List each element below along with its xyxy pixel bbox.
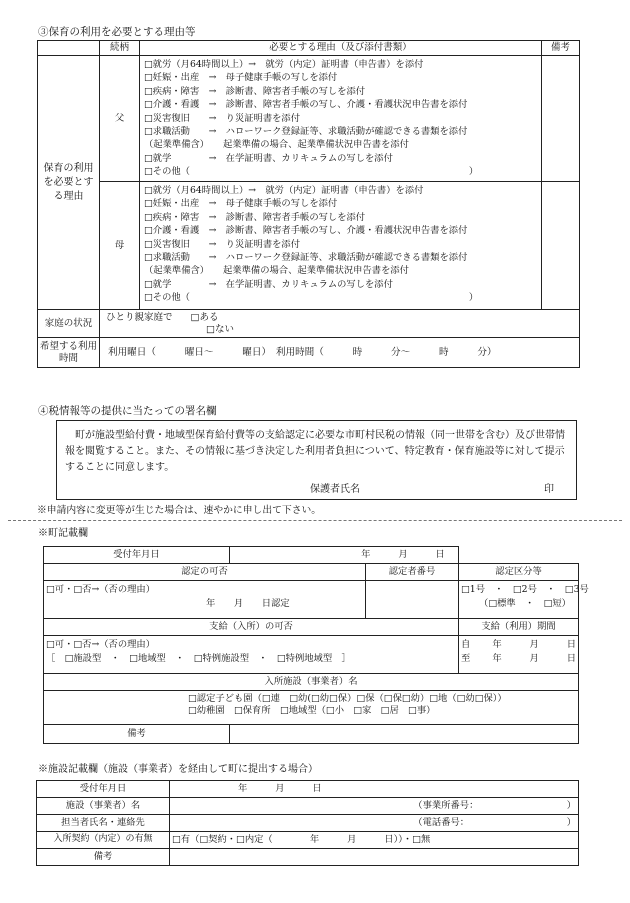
- town-received-label: 受付年月日: [44, 547, 230, 564]
- town-section-title: ※町記載欄: [38, 528, 88, 539]
- phone-number-field[interactable]: （電話番号： ）: [170, 815, 579, 832]
- town-received-spacer: [459, 547, 579, 564]
- approver-number-field[interactable]: [366, 581, 459, 619]
- reason-table: [37, 40, 580, 368]
- father-reasons: [140, 56, 542, 182]
- guardian-name-label: 保護者氏名: [310, 484, 360, 495]
- category-label: 認定区分等: [459, 564, 579, 581]
- father-remarks-cell[interactable]: [542, 56, 580, 182]
- mother-reasons: [140, 182, 542, 310]
- section4-title: ④税情報等の提供に当たっての署名欄: [38, 405, 217, 417]
- col-relation-header: 続柄: [100, 41, 140, 56]
- town-table: [43, 546, 589, 744]
- category-length-options: （□標準 ・ □短）: [479, 597, 571, 609]
- period-to-label: 至: [461, 652, 471, 664]
- reason-illness[interactable]: □疾病・障害 → 診断書、障害者手帳の写しを添付: [144, 211, 366, 223]
- approval-field[interactable]: [44, 581, 366, 619]
- facility-types-line2: □幼稚園 □保育所 □地域型（□小 □家 □居 □事）: [188, 704, 436, 716]
- relation-mother: 母: [100, 182, 140, 310]
- reason-work[interactable]: □就労（月64時間以上）→ 就労（内定）証明書（申告書）を添付: [144, 59, 424, 70]
- category-field[interactable]: [459, 581, 589, 619]
- seal-mark: 印: [544, 484, 554, 495]
- household-no-checkbox[interactable]: □ない: [206, 323, 234, 335]
- household-cell: [100, 310, 580, 338]
- reason-work[interactable]: □就労（月64時間以上）→ 就労（内定）証明書（申告書）を添付: [144, 185, 424, 196]
- household-text: ひとり親家庭で: [106, 311, 173, 323]
- facility-name-label: 施設（事業者）名: [37, 798, 170, 815]
- approval-label: 認定の可否: [44, 564, 366, 581]
- change-notice: ※申請内容に変更等が生じた場合は、速やかに申し出て下さい。: [37, 505, 322, 516]
- period-label: 支給（利用）期間: [459, 619, 579, 636]
- contract-label: 入所契約（内定）の有無: [37, 832, 170, 849]
- household-yes-checkbox[interactable]: □ある: [190, 311, 219, 323]
- reason-disaster[interactable]: □災害復旧 → り災証明書を添付: [144, 112, 301, 124]
- facility-remarks-field[interactable]: [170, 849, 579, 866]
- approval-date: 年 月 日認定: [206, 597, 290, 609]
- payment-types: ［ □施設型 ・ □地域型 ・ □特例施設型 ・ □特例地域型 ］: [46, 652, 351, 664]
- reason-care[interactable]: □介護・看護 → 診断書、障害者手帳の写し、介護・看護状況申告書を添付: [144, 225, 468, 237]
- office-number-field[interactable]: （事業所番号： ）: [170, 798, 579, 815]
- mother-remarks-cell[interactable]: [542, 182, 580, 310]
- facility-name-label: 入所施設（事業者）名: [44, 674, 579, 691]
- schedule-field[interactable]: 利用曜日（ 曜日～ 曜日） 利用時間（ 時 分～ 時 分）: [100, 338, 580, 368]
- col-reason-header: 必要とする理由（及び添付書類）: [140, 41, 542, 56]
- reason-pregnancy[interactable]: □妊娠・出産 → 母子健康手帳の写しを添付: [144, 72, 338, 84]
- facility-received-label: 受付年月日: [37, 781, 170, 798]
- contract-field[interactable]: □有（□契約・□内定（ 年 月 日））・□無: [170, 832, 579, 849]
- period-from-date: 年 月 日: [492, 639, 577, 650]
- reason-job-seeking[interactable]: □求職活動 → ハローワーク登録証等、求職活動が確認できる書類を添付: [144, 251, 468, 263]
- town-remarks-field[interactable]: [230, 725, 579, 744]
- guardian-name-field[interactable]: [374, 481, 534, 497]
- consent-text: 町が施設型給付費・地域型保育給付費等の支給認定に必要な市町村民税の情報（同一世帯を含む）及び世帯情報を閲覧すること。また、その情報に基づき決定した利用者負担について、特定教育・保育施設等に対して提示することに同意します。: [65, 430, 565, 473]
- schedule-label: 希望する利用時間: [38, 338, 100, 368]
- contact-label: 担当者氏名・連絡先: [37, 815, 170, 832]
- category-options: □1号 ・ □2号 ・ □3号: [461, 584, 589, 595]
- facility-received-field[interactable]: 年 月 日: [170, 781, 579, 798]
- approval-text: □可・□否→（否の理由）: [46, 584, 156, 595]
- payment-field[interactable]: [44, 636, 459, 674]
- cut-line: [8, 520, 622, 521]
- reason-study[interactable]: □就学 → 在学証明書、カリキュラムの写しを添付: [144, 152, 393, 164]
- reason-job-seeking[interactable]: □求職活動 → ハローワーク登録証等、求職活動が確認できる書類を添付: [144, 125, 468, 137]
- reason-other[interactable]: □その他（ ）: [144, 292, 479, 304]
- payment-text: □可・□否→（否の理由）: [46, 639, 156, 650]
- period-from-label: 自: [461, 639, 471, 650]
- reason-pregnancy[interactable]: □妊娠・出産 → 母子健康手帳の写しを添付: [144, 198, 338, 210]
- relation-father: 父: [100, 56, 140, 182]
- reason-startup: （起業準備含） 起業準備の場合、起業準備状況申告書を添付: [144, 139, 409, 151]
- facility-section-title: ※施設記載欄（施設（事業者）を経由して町に提出する場合）: [38, 764, 318, 775]
- reason-table-blank-header: [38, 41, 100, 56]
- period-to-date: 年 月 日: [492, 652, 577, 664]
- reason-disaster[interactable]: □災害復旧 → り災証明書を添付: [144, 238, 301, 250]
- facility-remarks-label: 備考: [37, 849, 170, 866]
- reason-illness[interactable]: □疾病・障害 → 診断書、障害者手帳の写しを添付: [144, 85, 366, 97]
- reason-study[interactable]: □就学 → 在学証明書、カリキュラムの写しを添付: [144, 278, 393, 290]
- reason-startup: （起業準備含） 起業準備の場合、起業準備状況申告書を添付: [144, 265, 409, 277]
- consent-box: [56, 420, 577, 500]
- town-remarks-label: 備考: [44, 725, 230, 744]
- facility-types-line1: □認定子ども園（□連 □幼(□幼□保）□保（□保□幼）□地（□幼□保））: [188, 693, 507, 704]
- payment-label: 支給（入所）の可否: [44, 619, 459, 636]
- reason-row-label: 保育の利用を必要とする理由: [38, 56, 100, 310]
- facility-type-field[interactable]: [44, 691, 579, 725]
- reason-care[interactable]: □介護・看護 → 診断書、障害者手帳の写し、介護・看護状況申告書を添付: [144, 99, 468, 111]
- period-field[interactable]: [459, 636, 579, 674]
- col-remarks-header: 備考: [542, 41, 580, 56]
- section3-title: ③保育の利用を必要とする理由等: [38, 26, 196, 38]
- reason-other[interactable]: □その他（ ）: [144, 166, 479, 178]
- approver-number-label: 認定者番号: [366, 564, 459, 581]
- household-label: 家庭の状況: [38, 310, 100, 338]
- facility-table: [36, 780, 579, 866]
- town-received-field[interactable]: 年 月 日: [230, 547, 459, 564]
